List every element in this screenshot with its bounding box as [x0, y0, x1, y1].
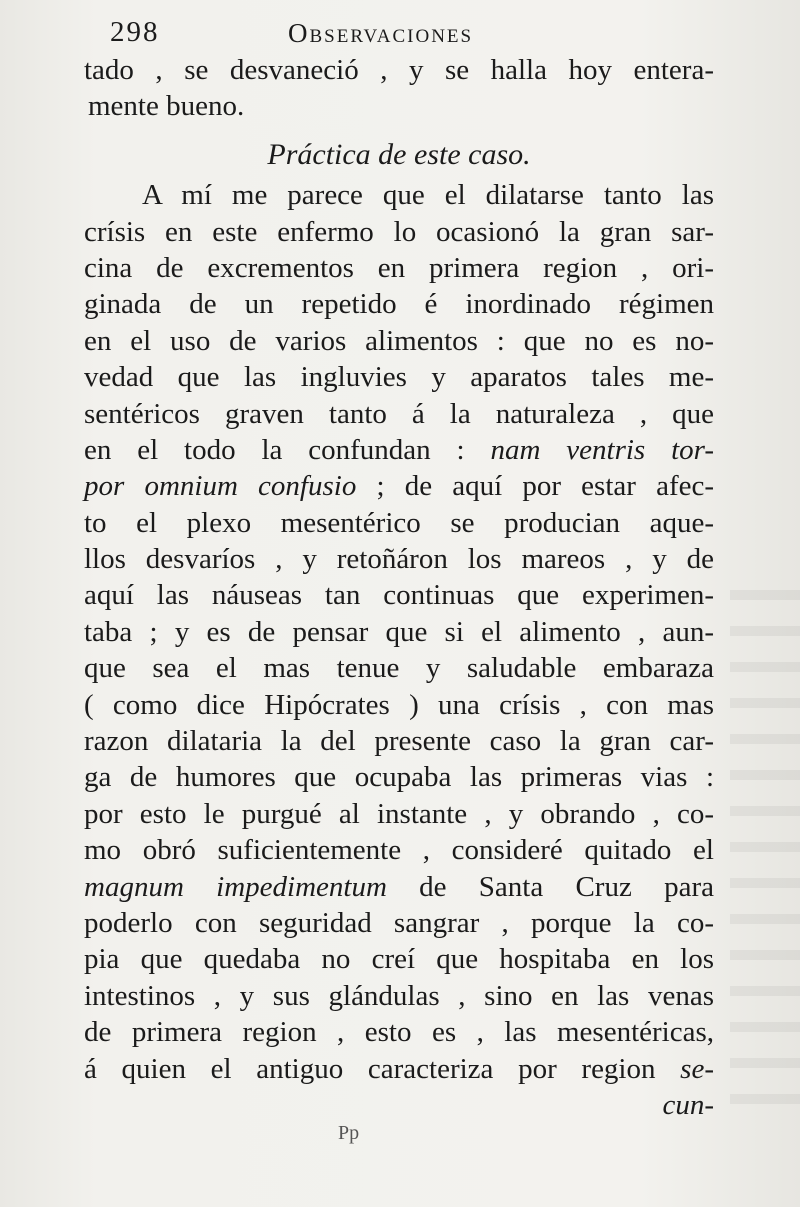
text-line: razon dilataria la del presente caso la gran car-	[84, 725, 714, 758]
text-line	[84, 432, 714, 468]
section-heading: Práctica de este caso.	[267, 137, 531, 171]
text-line: por esto le purgué al instante , y obrando , co-	[84, 797, 714, 830]
text-line: A mí me parece que el dilatarse tanto las	[142, 179, 714, 212]
catchword: cun-	[662, 1088, 714, 1121]
text-line: intestinos , y sus glándulas , sino en las venas	[84, 979, 714, 1012]
latin-phrase: por omnium confusio	[84, 470, 357, 503]
text-line: ( como dice Hipócrates ) una crísis , con mas	[84, 688, 714, 721]
running-head	[110, 12, 710, 52]
text-line	[84, 869, 714, 905]
text-line: en el uso de varios alimentos : que no es no-	[84, 324, 714, 357]
bleed-through-shading	[730, 590, 800, 1110]
text-line: llos desvaríos , y retoñáron los mareos , y de	[84, 543, 714, 576]
text-line	[84, 1051, 714, 1087]
text-line: taba ; y es de pensar que si el alimento , aun-	[84, 615, 714, 648]
text-line: cina de excrementos en primera region , ori-	[84, 251, 714, 284]
text-segment: de Santa Cruz para	[386, 870, 714, 903]
text-line	[84, 468, 714, 504]
latin-phrase: nam ventris tor-	[490, 433, 714, 466]
text-line: ginada de un repetido é inordinado régimen	[84, 288, 714, 321]
text-segment-italic: se-	[680, 1052, 714, 1085]
text-line: pia que quedaba no creí que hospitaba en los	[84, 943, 714, 976]
latin-phrase: magnum impedimentum	[84, 870, 387, 903]
text-line: mente bueno.	[88, 90, 245, 123]
text-line: mo obró suficientemente , consideré quitado el	[84, 834, 714, 867]
page-heading: Observaciones	[288, 18, 474, 48]
text-segment: á quien el antiguo caracteriza por region	[84, 1052, 681, 1085]
signature-mark: Pp	[338, 1122, 360, 1144]
text-line: tado , se desvaneció , y se halla hoy entera-	[84, 54, 714, 86]
text-line: de primera region , esto es , las mesentéricas,	[84, 1016, 714, 1049]
text-line: to el plexo mesentérico se producian aque-	[84, 506, 714, 539]
text-line: aquí las náuseas tan continuas que experimen-	[84, 579, 714, 612]
text-line: sentéricos graven tanto á la naturaleza , que	[84, 397, 714, 430]
page-number: 298	[110, 16, 160, 48]
text-segment: en el todo la confundan :	[84, 433, 491, 466]
text-line: que sea el mas tenue y saludable embaraza	[84, 652, 714, 685]
text-line: poderlo con seguridad sangrar , porque la co-	[84, 906, 714, 939]
text-line: vedad que las ingluvies y aparatos tales me-	[84, 361, 714, 394]
text-line: ga de humores que ocupaba las primeras vias :	[84, 761, 714, 794]
text-segment: ; de aquí por estar afec-	[356, 470, 714, 503]
body-text	[84, 52, 714, 1123]
text-line: crísis en este enfermo lo ocasionó la gran sar-	[84, 215, 714, 248]
